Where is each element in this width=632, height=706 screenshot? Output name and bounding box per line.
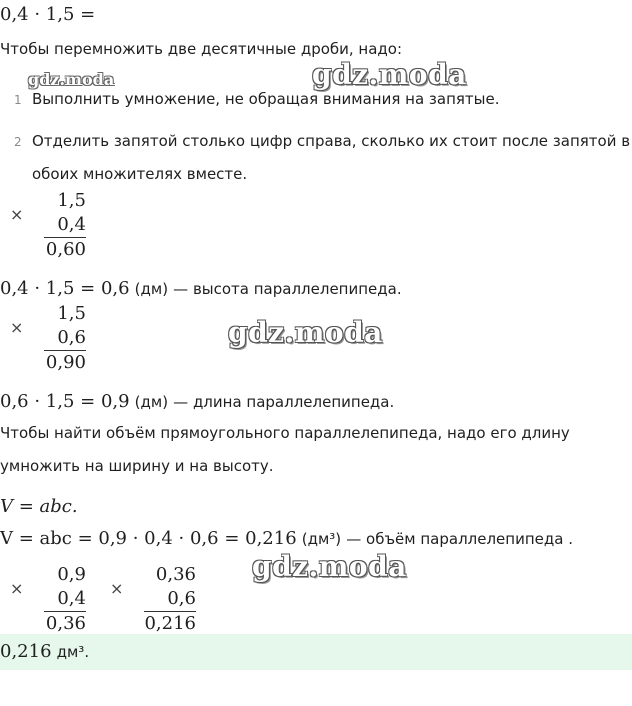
multiplier: 0,4 xyxy=(57,588,86,609)
volume-formula: V = abc. xyxy=(0,496,78,517)
step-text-continued: обоих множителях вместе. xyxy=(32,165,248,183)
multiply-sign: × xyxy=(10,579,24,598)
multiplier: 0,6 xyxy=(57,327,86,348)
height-math: 0,4 · 1,5 = 0,6 xyxy=(0,278,130,299)
volume-unit: (дм³) xyxy=(301,530,342,548)
step-text: Отделить запятой столько цифр справа, сколько их стоит после запятой в xyxy=(32,132,631,150)
answer-line xyxy=(0,641,89,662)
answer-box xyxy=(0,634,632,670)
multiplicand: 1,5 xyxy=(57,190,86,211)
height-line xyxy=(0,278,402,299)
volume-rule-line1: Чтобы найти объём прямоугольного параллелепипеда, надо его длину xyxy=(0,424,570,442)
length-text: — длина параллелепипеда. xyxy=(173,393,395,411)
volume-text: — объём параллелепипеда . xyxy=(346,530,573,548)
watermark: gdz.moda xyxy=(252,550,407,583)
multiply-sign: × xyxy=(10,205,24,224)
rule-intro: Чтобы перемножить две десятичные дроби, надо: xyxy=(0,40,403,58)
task-expression: 0,4 · 1,5 = xyxy=(0,4,96,25)
step-text: Выполнить умножение, не обращая внимания на запятые. xyxy=(32,90,500,108)
product: 0,36 xyxy=(45,613,86,634)
answer-unit: дм³. xyxy=(56,643,90,661)
length-unit: (дм) xyxy=(134,393,169,411)
height-unit: (дм) xyxy=(134,280,169,298)
multiplicand: 0,9 xyxy=(57,564,86,585)
length-line xyxy=(0,391,394,412)
volume-rule-line2: умножить на ширину и на высоту. xyxy=(0,457,274,475)
height-text: — высота параллелепипеда. xyxy=(173,280,402,298)
volume-line xyxy=(0,528,573,549)
product: 0,60 xyxy=(45,239,86,260)
length-math: 0,6 · 1,5 = 0,9 xyxy=(0,391,130,412)
watermark: gdz.moda xyxy=(312,58,467,91)
multiplier: 0,6 xyxy=(167,588,196,609)
column-multiplication xyxy=(44,302,86,375)
multiply-sign: × xyxy=(10,318,24,337)
multiplier: 0,4 xyxy=(57,214,86,235)
volume-math: V = abc = 0,9 · 0,4 · 0,6 = 0,216 xyxy=(0,528,297,549)
column-multiplication xyxy=(44,563,86,636)
watermark-small: gdz.moda xyxy=(28,70,115,89)
watermark: gdz.moda xyxy=(228,316,383,349)
column-multiplication xyxy=(144,563,196,636)
product: 0,90 xyxy=(45,352,86,373)
step-number: 2 xyxy=(14,135,22,149)
multiplicand: 0,36 xyxy=(155,564,196,585)
answer-value: 0,216 xyxy=(0,641,52,662)
multiplicand: 1,5 xyxy=(57,303,86,324)
multiply-sign: × xyxy=(110,579,124,598)
product: 0,216 xyxy=(144,613,196,634)
step-number: 1 xyxy=(14,93,22,107)
column-multiplication xyxy=(44,189,86,262)
